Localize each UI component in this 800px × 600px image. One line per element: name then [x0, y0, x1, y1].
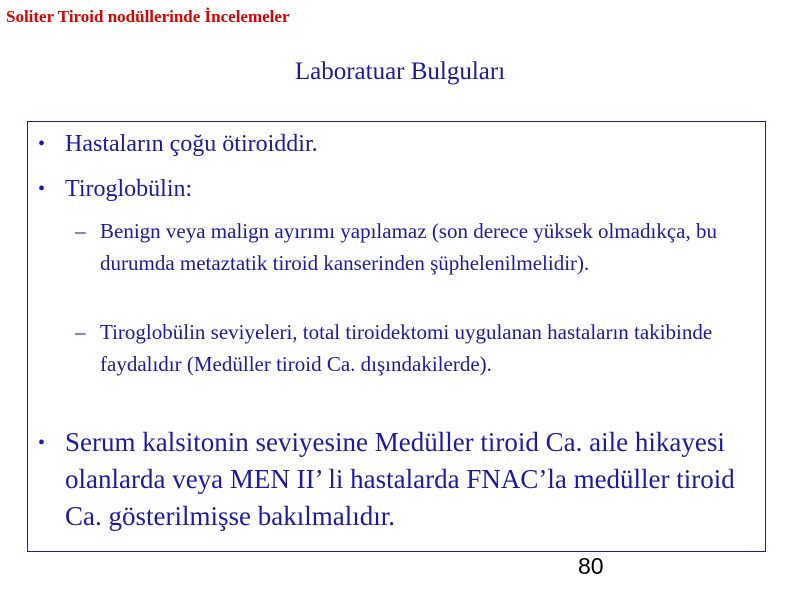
dash-icon: –	[75, 320, 86, 344]
bullet-text: Hastaların çoğu ötiroiddir.	[65, 131, 318, 157]
bullet-icon: •	[38, 178, 46, 200]
sub-bullet-text: Benign veya malign ayırımı yapılamaz (son derece yüksek olmadıkça, bu durumda metaztatik tiroid kanserinden şüphelenilmelidir).	[100, 219, 717, 275]
page-number: 80	[578, 553, 604, 579]
bullet-icon: •	[38, 133, 46, 155]
slide-title: Laboratuar Bulguları	[294, 58, 506, 85]
emphasis-bullet-text: Serum kalsitonin seviyesine Medüller tiroid Ca. aile hikayesi olanlarda veya MEN II’ li hastalarda FNAC’la medüller tiroid Ca. gösterilmişse bakılmalıdır.	[65, 427, 735, 531]
sub-bullet-text: Tiroglobülin seviyeleri, total tiroidektomi uygulanan hastaların takibinde faydalıdır (Medüller tiroid Ca. dışındakilerde).	[100, 320, 713, 376]
bullet-icon: •	[38, 432, 46, 454]
slide-header: Soliter Tiroid nodüllerinde İncelemeler	[6, 7, 290, 26]
dash-icon: –	[75, 219, 86, 243]
bullet-text: Tiroglobülin:	[65, 176, 193, 202]
